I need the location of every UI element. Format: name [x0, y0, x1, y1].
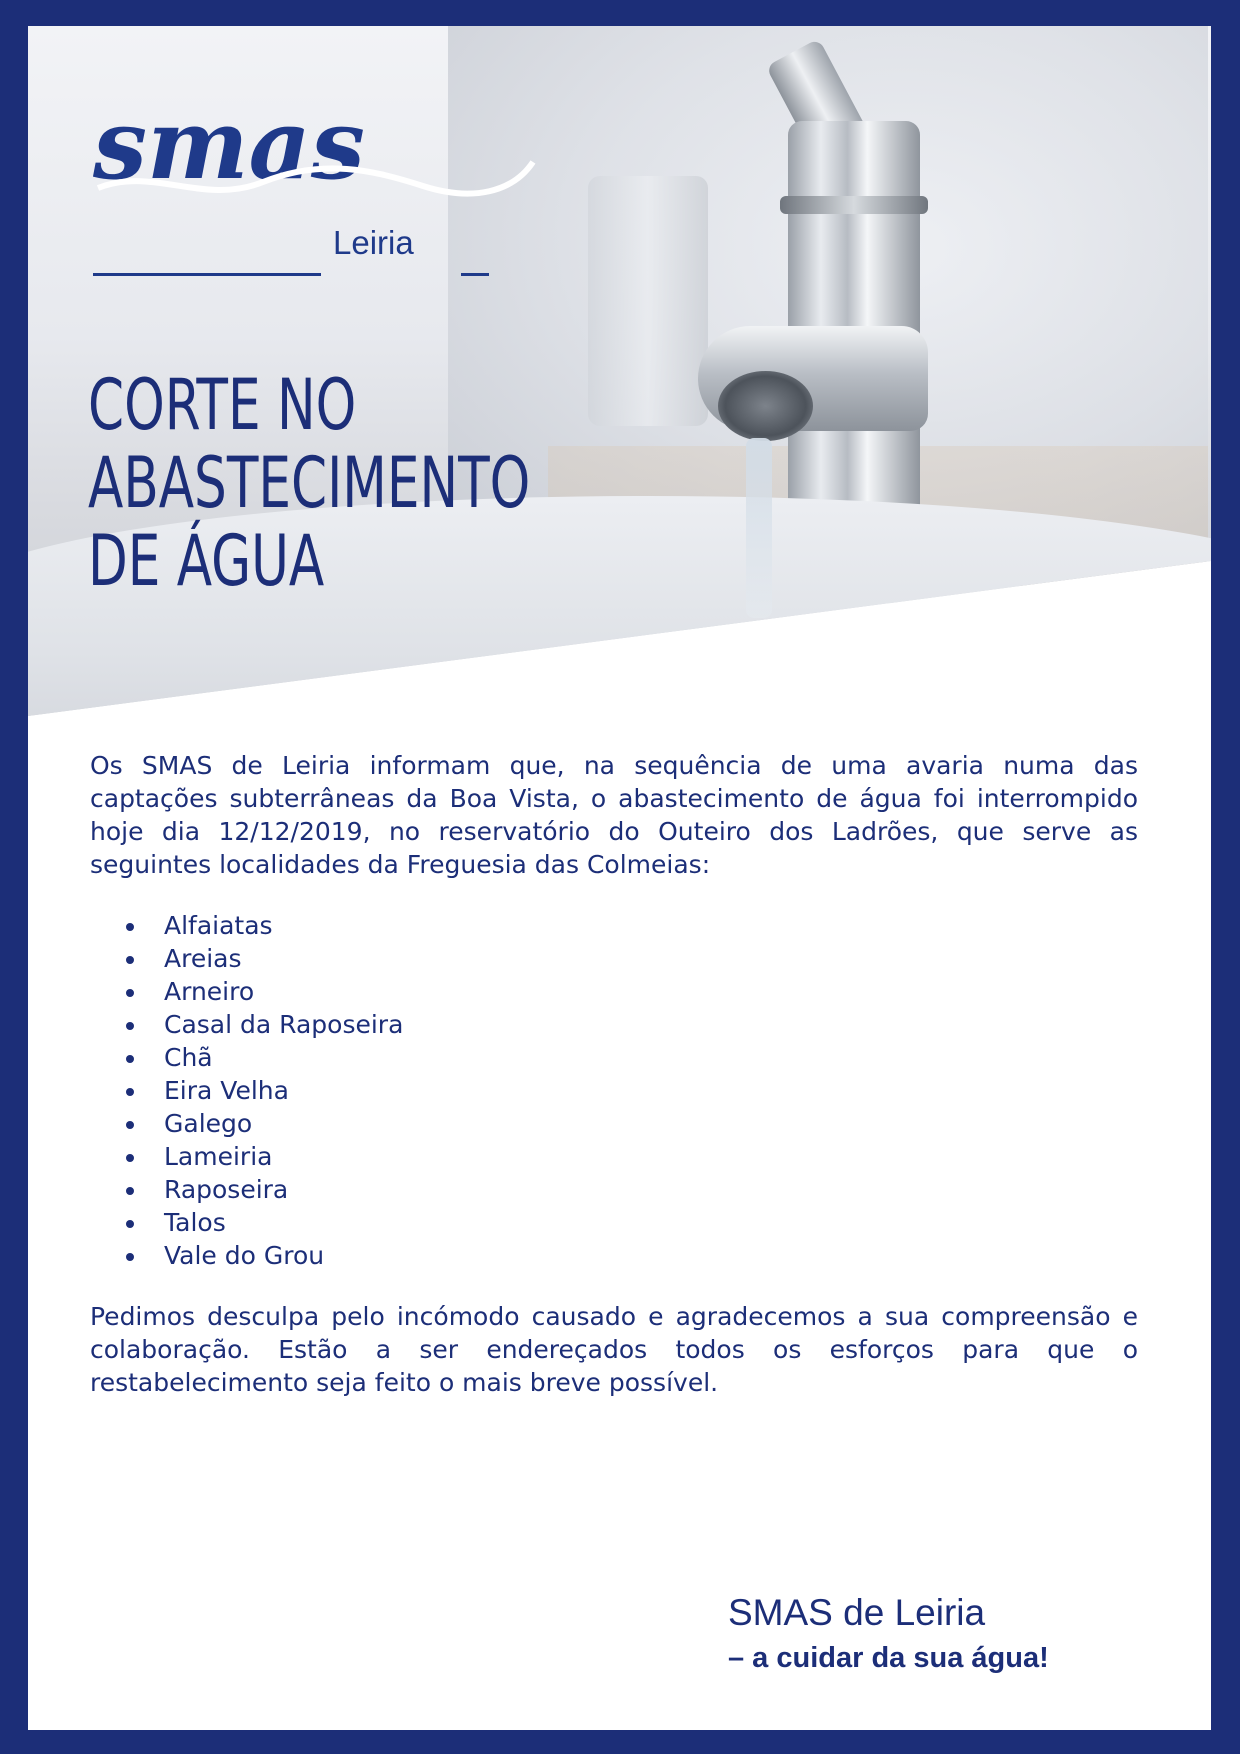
footer-slogan: – a cuidar da sua água! — [728, 1642, 1049, 1674]
bullet-icon — [126, 1220, 134, 1228]
list-item: Eira Velha — [90, 1074, 1138, 1107]
title-line-2: ABASTECIMENTO — [88, 442, 531, 524]
bullet-icon — [126, 989, 134, 997]
title-line-3: DE ÁGUA — [88, 520, 325, 602]
bullet-icon — [126, 1253, 134, 1261]
localities-list — [90, 909, 1138, 1272]
poster-frame — [28, 26, 1211, 1730]
list-item: Galego — [90, 1107, 1138, 1140]
intro-paragraph: Os SMAS de Leiria informam que, na sequência de uma avaria numa das captações subterrâneas da Boa Vista, o abastecimento de água foi interrompido hoje dia 12/12/2019, no reservatório do Outeiro dos Ladrões, que serve as seguintes localidades da Freguesia das Colmeias: — [90, 751, 1138, 879]
logo-subtitle: Leiria — [333, 224, 414, 261]
logo-wordmark: smas — [93, 96, 365, 201]
list-item: Arneiro — [90, 975, 1138, 1008]
title-line-1: CORTE NO — [88, 364, 357, 446]
smas-logo — [93, 96, 553, 266]
list-item: Alfaiatas — [90, 909, 1138, 942]
water-stream — [746, 438, 772, 618]
bullet-icon — [126, 1121, 134, 1129]
bullet-icon — [126, 1187, 134, 1195]
page-title — [88, 366, 530, 600]
smas-wordmark-logo — [93, 96, 553, 226]
bullet-icon — [126, 956, 134, 964]
logo-rule-right — [461, 273, 489, 276]
list-item: Chã — [90, 1041, 1138, 1074]
notice-body — [90, 749, 1138, 1399]
background-tap — [588, 176, 708, 426]
bullet-icon — [126, 1154, 134, 1162]
list-item: Talos — [90, 1206, 1138, 1239]
bullet-icon — [126, 1088, 134, 1096]
list-item: Areias — [90, 942, 1138, 975]
closing-paragraph: Pedimos desculpa pelo incómodo causado e agradecemos a sua compreensão e colaboração. Estão a ser endereçados todos os esforços para que o restabelecimento seja feito o mais breve possível. — [90, 1302, 1138, 1397]
tap-ring — [780, 196, 928, 214]
list-item: Raposeira — [90, 1173, 1138, 1206]
list-item: Casal da Raposeira — [90, 1008, 1138, 1041]
bullet-icon — [126, 1055, 134, 1063]
tap-nozzle — [718, 371, 813, 441]
list-item: Lameiria — [90, 1140, 1138, 1173]
bullet-icon — [126, 923, 134, 931]
footer-organization: SMAS de Leiria — [728, 1592, 986, 1633]
logo-rule-left — [93, 273, 321, 276]
list-item: Vale do Grou — [90, 1239, 1138, 1272]
bullet-icon — [126, 1022, 134, 1030]
